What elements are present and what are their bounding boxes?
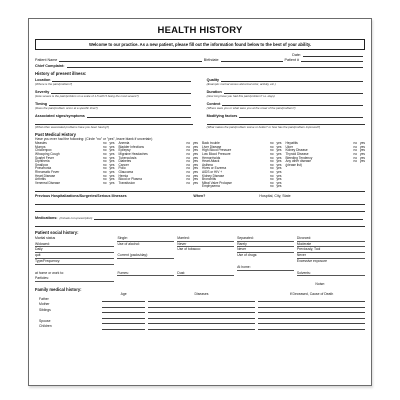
condition-label: Transfusion [118,180,136,185]
yes-option[interactable]: yes [276,151,282,156]
no-option[interactable]: no [186,180,191,185]
family-entry-field[interactable] [258,324,365,330]
condition-label: Polio [118,166,126,171]
family-history-rows [35,297,365,330]
past-medical-column [286,142,366,189]
no-option[interactable]: no [186,151,191,156]
no-option[interactable]: no [269,144,274,149]
health-history-form [28,18,372,386]
condition-label: Blood or Plasma [118,177,142,182]
no-option[interactable]: no [353,141,358,146]
condition-label: Emphysema [202,184,220,189]
yes-option[interactable]: yes [193,144,198,149]
no-option[interactable]: no [269,184,274,189]
modifying-factors-hint: (What makes the pain/problem worse or better? or how has the pain/problem improved?) [206,125,321,129]
no-option[interactable]: no [353,159,358,164]
yes-option[interactable]: yes [109,173,115,178]
family-member-label: Children [39,324,52,329]
family-history-title: Family medical history: [35,287,82,293]
age-header: Age [120,292,127,297]
welcome-banner: Welcome to our practice. As a new patient, please fill out the information found below to the best of your ability. [35,39,365,50]
previous-hospitalizations-label: Previous Hospitalizations/Surgeries/Serious Illnesses [35,193,127,198]
social-option[interactable]: Particles: [35,276,114,282]
yes-option[interactable]: yes [193,148,198,153]
yes-option[interactable]: yes [276,159,282,164]
yes-option[interactable]: yes [360,155,365,160]
condition-label: AIDS or HIV + [202,169,223,174]
quality-hint: (Example: normal versus abnormal color, activity, etc.) [206,82,276,86]
social-option[interactable]: quit [35,253,114,259]
hospital-city-state-label: Hospital, City, State [259,193,291,198]
medications-hint: (Include non-prescription) [59,215,93,220]
condition-label: Anemia [118,141,130,146]
condition-label: Thyroid Disease [285,151,309,156]
associated-symptoms-label: Associated signs/symptoms [35,113,85,118]
modifying-factors-line[interactable] [207,118,365,125]
yes-option[interactable]: yes [193,151,198,156]
deceased-header: If Deceased, Cause of Death [289,292,334,297]
no-option[interactable]: no [269,180,274,185]
condition-label: Back trouble [202,141,220,146]
medications-label: Medications: [35,215,58,220]
social-option[interactable]: Moderate [297,242,365,248]
condition-label: Kidney Disease [202,173,225,178]
date-label: Date: [292,52,301,57]
past-medical-column [202,142,282,189]
noise-label: Noise: [315,282,325,287]
condition-label: Hemorrhoids [202,155,221,160]
no-option[interactable]: no [186,159,191,164]
yes-option[interactable]: yes [193,169,198,174]
social-option[interactable]: At home: [237,265,294,271]
yes-option[interactable]: yes [193,141,198,146]
yes-option[interactable]: yes [276,141,282,146]
condition-label: (please list) [285,162,302,167]
previous-line-1[interactable] [35,198,365,205]
condition-row [35,182,115,186]
condition-label: Arthritis [35,177,46,182]
yes-no-options [353,160,365,164]
condition-label: Asthma [202,162,213,167]
past-medical-grid [35,142,365,189]
location-field[interactable] [52,77,191,82]
condition-label: Hives or Eczema [202,166,227,171]
social-option[interactable]: Single: [117,236,174,242]
social-option[interactable]: Previously, Tool [297,247,365,253]
social-row-label: Use of alcohol: [117,241,140,246]
condition-label: Hernia [118,173,128,178]
no-option[interactable]: no [102,144,107,149]
yes-option[interactable]: yes [360,141,365,146]
previous-line-2[interactable] [35,205,365,212]
location-label: Location [35,77,51,82]
no-option[interactable]: no [102,173,107,178]
yes-option[interactable]: yes [360,148,365,153]
yes-option[interactable]: yes [109,144,115,149]
no-option[interactable]: no [353,155,358,160]
yes-option[interactable]: yes [193,155,198,160]
no-option[interactable]: no [102,180,107,185]
social-option[interactable]: Rarely [237,242,294,248]
no-option[interactable]: no [269,162,274,167]
condition-label: Tuberculosis [118,155,137,160]
associated-symptoms-line[interactable] [35,118,193,125]
yes-option[interactable]: yes [360,151,365,156]
no-option[interactable]: no [102,162,107,167]
yes-option[interactable]: yes [109,148,115,153]
no-option[interactable]: no [186,155,191,160]
no-option[interactable]: no [269,173,274,178]
no-option[interactable]: no [102,151,107,156]
social-row-label: Excessive exposure [296,259,327,263]
medications-field[interactable] [94,215,363,220]
yes-option[interactable]: yes [109,141,115,146]
yes-option[interactable]: yes [193,162,198,167]
social-option[interactable]: Never [237,247,294,253]
medications-line[interactable] [35,220,365,227]
yes-option[interactable]: yes [276,184,282,189]
birthdate-field[interactable] [221,57,283,62]
past-medical-column [35,142,115,189]
no-option[interactable]: no [102,169,107,174]
diseases-header: Diseases [194,292,209,297]
family-entry-field[interactable] [102,324,145,330]
past-medical-title: Past Medical History [35,132,76,137]
condition-label: Bronchitis [202,177,216,182]
condition-label: Heart Attack [202,159,220,164]
no-option[interactable]: no [269,151,274,156]
yes-option[interactable]: yes [360,144,365,149]
condition-label: Liver Disease [202,144,222,149]
social-option[interactable]: Separated: [237,236,294,242]
social-option[interactable]: Daily [35,247,114,253]
no-option[interactable]: no [186,173,191,178]
yes-option[interactable]: yes [276,155,282,160]
yes-option[interactable]: yes [276,148,282,153]
family-member-label: Mother [39,302,50,307]
family-member-label: Father [39,296,49,301]
social-option[interactable]: Current (packs/day): [117,253,174,259]
no-option[interactable]: no [186,162,191,167]
no-option[interactable]: no [186,148,191,153]
duration-hint: (How long have you had this pain/problem? i.e. days) [206,94,275,98]
no-option[interactable]: no [269,166,274,171]
condition-label: Scarlet Fever [35,155,54,160]
condition-label: Mitral Valve Prolapse [202,180,232,185]
severity-hint: (How severe is the pain/problem on a scale of 1-5 with 5 being the most severe?) [35,94,139,98]
social-row-label: Marital status [35,235,56,240]
social-option[interactable]: Never [297,253,365,259]
history-fields [35,76,365,129]
social-option[interactable]: Fumes: [117,271,174,277]
condition-label: Bleeding Tendency [285,155,313,160]
social-row-label: Use of tobacco: [177,247,201,252]
social-row-label: Use of drugs: [237,253,258,258]
yes-no-options [103,182,115,186]
modifying-factors-field[interactable] [239,113,363,118]
form-title: HEALTH HISTORY [157,25,243,36]
yes-option[interactable]: yes [276,169,282,174]
past-medical-column [119,142,199,189]
yes-option[interactable]: yes [276,180,282,185]
no-option[interactable]: no [269,141,274,146]
yes-option[interactable]: yes [109,169,115,174]
duration-label: Duration [206,89,222,94]
no-option[interactable]: no [353,151,358,156]
social-option[interactable]: Dust: [177,271,234,277]
condition-label: Hepatitis [285,141,298,146]
condition-label: Ulcer [285,144,293,149]
no-option[interactable]: no [269,169,274,174]
social-history-title: Patient social history: [35,229,79,235]
condition-label: Bladder Infections [118,144,145,149]
no-option[interactable]: no [102,177,107,182]
patient-name-field[interactable] [59,57,201,62]
condition-label: Smallpox [35,162,49,167]
family-member-label: Siblings [39,307,51,312]
yes-option[interactable]: yes [193,177,198,182]
location-hint: (Where is the pain/problem?) [35,82,73,86]
patient-number-field[interactable] [301,57,363,62]
yes-no-options [186,182,198,186]
social-option[interactable]: Solvents: [297,271,365,277]
yes-option[interactable]: yes [276,162,282,167]
context-label: Context [206,101,221,106]
condition-label: Venereal Disease [35,180,60,185]
yes-option[interactable]: yes [109,177,115,182]
context-hint: (Where were you or what were you at the onset of the pain/problem?) [206,106,296,110]
no-option[interactable]: no [186,141,191,146]
yes-option[interactable]: yes [109,155,115,160]
yes-option[interactable]: yes [276,173,282,178]
no-option[interactable]: no [353,148,358,153]
birthdate-label: Birthdate [203,57,219,62]
no-option[interactable]: no [269,148,274,153]
no-option[interactable]: no [102,155,107,160]
condition-label: Rheumatic Fever [35,169,60,174]
quality-label: Quality [206,77,220,82]
yes-option[interactable]: yes [193,180,198,185]
condition-label: High Blood Pressure [202,148,232,153]
no-option[interactable]: no [186,169,191,174]
condition-label: Diphtheria [35,159,50,164]
condition-label: Mumps [35,144,46,149]
yes-option[interactable]: yes [276,177,282,182]
divider [35,191,365,192]
yes-option[interactable]: yes [360,159,365,164]
social-option[interactable]: Type/Frequency: [35,259,114,265]
severity-label: Severity [35,89,50,94]
associated-symptoms-hint: (What other associated problems have you been having?) [35,125,110,129]
social-option[interactable]: Widowed: [35,242,114,248]
associated-symptoms-field[interactable] [87,113,192,118]
no-option[interactable]: no [269,159,274,164]
yes-option[interactable]: yes [193,173,198,178]
social-row-label: at home or work to: [35,270,65,275]
social-option[interactable]: Married: [177,236,234,242]
condition-label: Low Blood Pressure [202,151,231,156]
condition-label: Epilepsy [118,148,131,153]
condition-label: Measles [35,141,47,146]
condition-label: Cancer [118,162,129,167]
yes-option[interactable]: yes [193,166,198,171]
condition-label: Migraine Headaches [118,151,148,156]
no-option[interactable]: no [186,144,191,149]
social-option[interactable]: Never [177,242,234,248]
yes-option[interactable]: yes [193,159,198,164]
yes-option[interactable]: yes [109,180,115,185]
yes-option[interactable]: yes [109,166,115,171]
social-history-grid [35,236,365,282]
no-option[interactable]: no [102,166,107,171]
timing-label: Timing [35,101,48,106]
family-member-label: Spouse [39,318,51,323]
family-row [35,324,365,330]
no-option[interactable]: no [269,177,274,182]
yes-option[interactable]: yes [109,159,115,164]
no-option[interactable]: no [102,159,107,164]
no-option[interactable]: no [269,155,274,160]
condition-label: Whooping Cough [35,151,60,156]
condition-label: Chickenpox [35,148,52,153]
yes-option[interactable]: yes [276,144,282,149]
no-option[interactable]: no [102,141,107,146]
condition-label: Any other disease [285,159,312,164]
yes-option[interactable]: yes [109,151,115,156]
no-option[interactable]: no [102,148,107,153]
condition-label: Kidney Disease [285,148,308,153]
patient-name-label: Patient Name [35,57,58,62]
past-medical-instructions: Have you ever had the following: (Circle "no" or "yes", leave blank if uncertain) [35,137,153,141]
yes-no-options [270,185,282,189]
condition-label: Heart Disease [35,173,56,178]
social-option [237,271,294,277]
when-label: When? [193,193,206,198]
condition-row [202,185,282,189]
modifying-factors-label: Modifying factors [206,113,238,118]
condition-label: Pneumonia [35,166,52,171]
family-entry-field[interactable] [148,324,255,330]
chief-complaint-field[interactable] [67,63,364,68]
no-option[interactable]: no [186,166,191,171]
yes-option[interactable]: yes [276,166,282,171]
condition-row [119,182,199,186]
no-option[interactable]: no [353,144,358,149]
chief-complaint-label: Chief Complaint: [35,63,65,68]
timing-hint: (Does the pain/problem occur at a specific time?) [35,106,98,110]
no-option[interactable]: no [186,177,191,182]
yes-option[interactable]: yes [109,162,115,167]
patient-number-label: Patient # [284,57,300,62]
condition-label: Glaucoma [118,169,134,174]
history-title: History of present illness: [35,71,87,76]
social-option[interactable]: Divorced: [297,236,365,242]
condition-label: Diabetes [118,159,132,164]
condition-row [286,164,366,168]
